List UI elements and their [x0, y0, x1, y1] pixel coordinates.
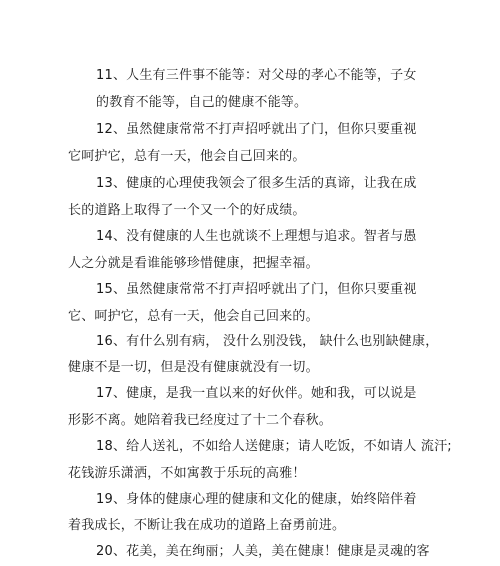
paragraph-15-line-2: 它、呵护它，总有一天，他会自己回来的。 — [68, 309, 319, 324]
paragraph-11-line-1: 11、人生有三件事不能等：对父母的孝心不能等，子女 — [96, 68, 417, 83]
paragraph-18-line-1: 18、给人送礼，不如给人送健康；请人吃饭，不如请人 流汗; — [96, 439, 452, 454]
paragraph-14-line-1: 14、没有健康的人生也就谈不上理想与追求。智者与愚 — [96, 229, 417, 244]
paragraph-19-line-1: 19、身体的健康心理的健康和文化的健康，始终陪伴着 — [96, 492, 417, 507]
paragraph-15-line-1: 15、虽然健康常常不打声招呼就出了门，但你只要重视 — [96, 282, 417, 297]
paragraph-16-line-1: 16、有什么别有病， 没什么别没钱， 缺什么也别缺健康， — [96, 334, 439, 349]
paragraph-12-line-1: 12、虽然健康常常不打声招呼就出了门，但你只要重视 — [96, 122, 417, 137]
paragraph-13-line-1: 13、健康的心理使我领会了很多生活的真谛，让我在成 — [96, 176, 417, 191]
paragraph-18-line-2: 花钱游乐潇洒，不如寓教于乐玩的高雅！ — [68, 466, 306, 481]
paragraph-12-line-2: 它呵护它，总有一天，他会自己回来的。 — [68, 149, 306, 164]
paragraph-17-line-2: 形影不离。她陪着我已经度过了十二个春秋。 — [68, 413, 333, 428]
paragraph-17-line-1: 17、健康，是我一直以来的好伙伴。她和我，可以说是 — [96, 386, 417, 401]
paragraph-13-line-2: 长的道路上取得了一个又一个的好成绩。 — [68, 203, 306, 218]
paragraph-14-line-2: 人之分就是看谁能够珍惜健康，把握幸福。 — [68, 256, 319, 271]
paragraph-16-line-2: 健康不是一切，但是没有健康就没有一切。 — [68, 360, 319, 375]
paragraph-20-line-1: 20、花美，美在绚丽；人美，美在健康！健康是灵魂的客 — [96, 544, 430, 559]
paragraph-11-line-2: 的教育不能等，自己的健康不能等。 — [96, 95, 308, 110]
paragraph-19-line-2: 着我成长，不断让我在成功的道路上奋勇前进。 — [68, 518, 346, 533]
